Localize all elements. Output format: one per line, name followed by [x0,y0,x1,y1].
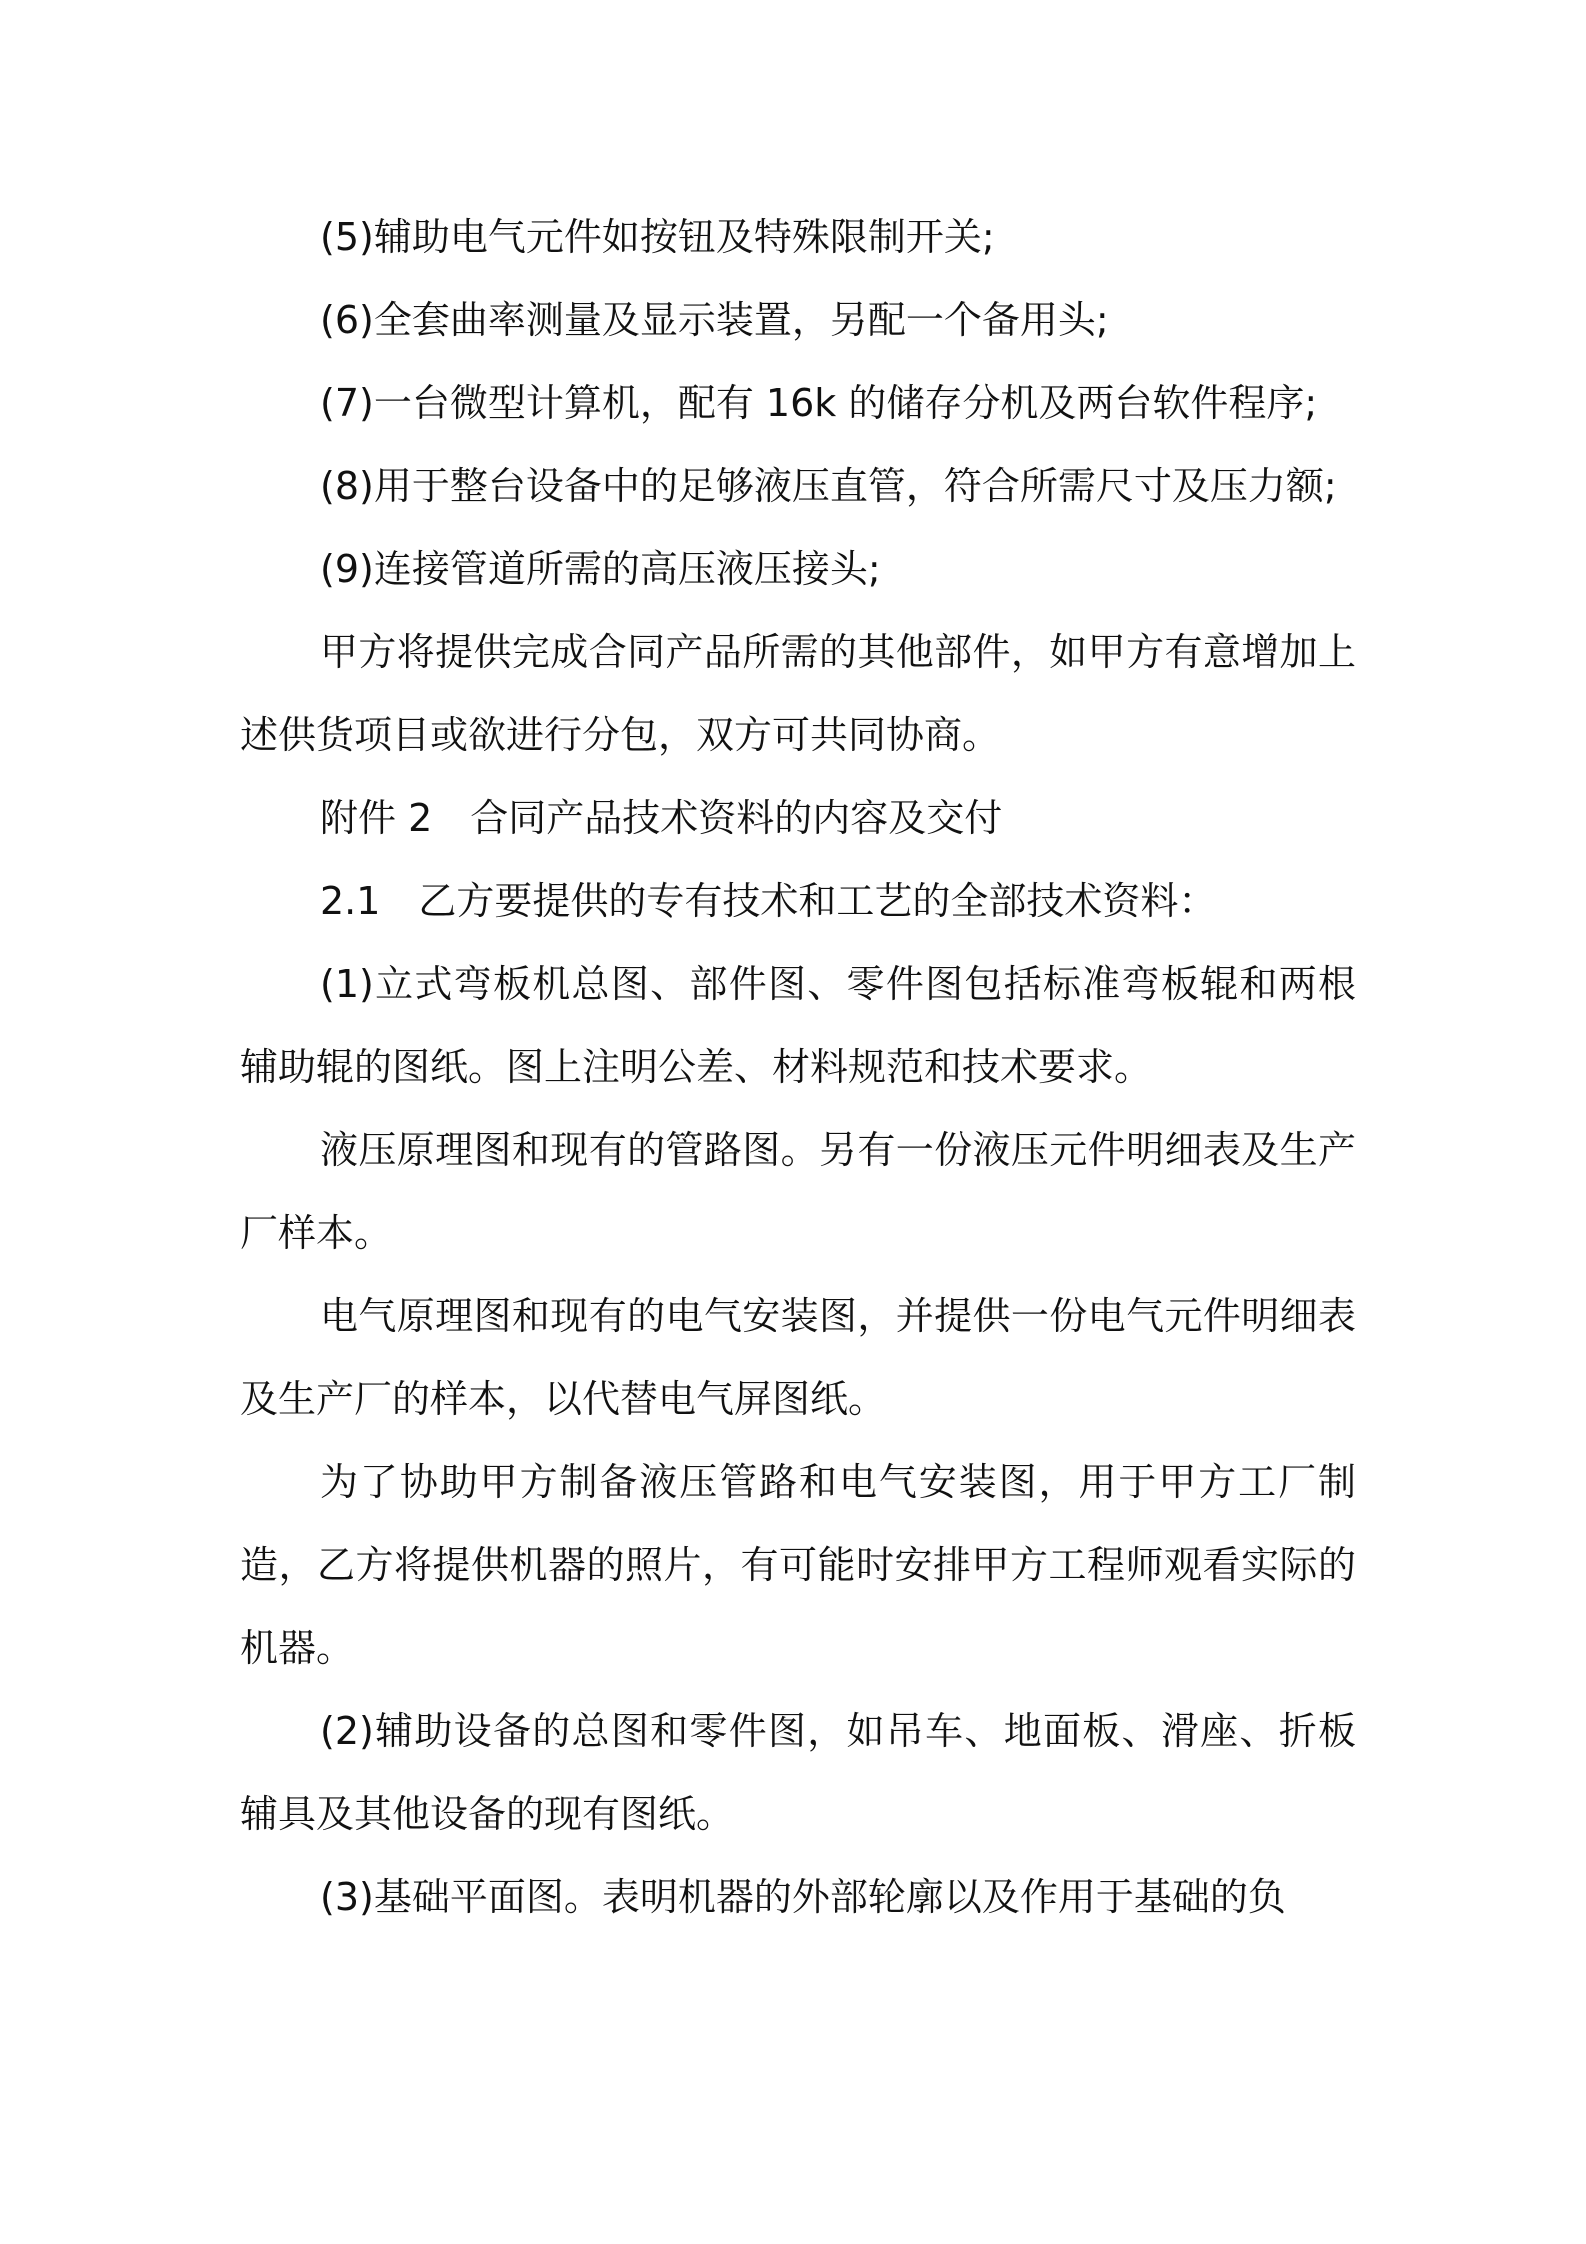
paragraph-item-9: (9)连接管道所需的高压液压接头; [320,547,881,591]
paragraph-item-6: (6)全套曲率测量及显示装置，另配一个备用头; [320,298,1109,342]
paragraph-hydraulic: 液压原理图和现有的管路图。另有一份液压元件明细表及生产厂样本。 [240,1128,1356,1255]
paragraph-drawings-1: (1)立式弯板机总图、部件图、零件图包括标准弯板辊和两根辅助辊的图纸。图上注明公差、材料规范和技术要求。 [240,962,1356,1089]
paragraph-item-5: (5)辅助电气元件如按钮及特殊限制开关; [320,215,995,259]
paragraph-party-a-supply: 甲方将提供完成合同产品所需的其他部件，如甲方有意增加上述供货项目或欲进行分包，双方可共同协商。 [240,630,1356,757]
paragraph-item-7: (7)一台微型计算机，配有 16k 的储存分机及两台软件程序; [320,381,1318,425]
document-page [240,196,1356,1939]
paragraph-electrical: 电气原理图和现有的电气安装图，并提供一份电气元件明细表及生产厂的样本，以代替电气屏图纸。 [240,1294,1356,1421]
paragraph-item-8: (8)用于整台设备中的足够液压直管，符合所需尺寸及压力额; [320,464,1337,508]
paragraph-photos: 为了协助甲方制备液压管路和电气安装图，用于甲方工厂制造，乙方将提供机器的照片，有可能时安排甲方工程师观看实际的机器。 [240,1460,1356,1670]
paragraph-auxiliary-2: (2)辅助设备的总图和零件图，如吊车、地面板、滑座、折板辅具及其他设备的现有图纸。 [240,1709,1356,1836]
annex-2-heading: 附件 2 合同产品技术资料的内容及交付 [320,796,1003,840]
section-2-1-heading: 2.1 乙方要提供的专有技术和工艺的全部技术资料： [320,879,1217,923]
paragraph-foundation-3: (3)基础平面图。表明机器的外部轮廓以及作用于基础的负 [320,1875,1286,1919]
